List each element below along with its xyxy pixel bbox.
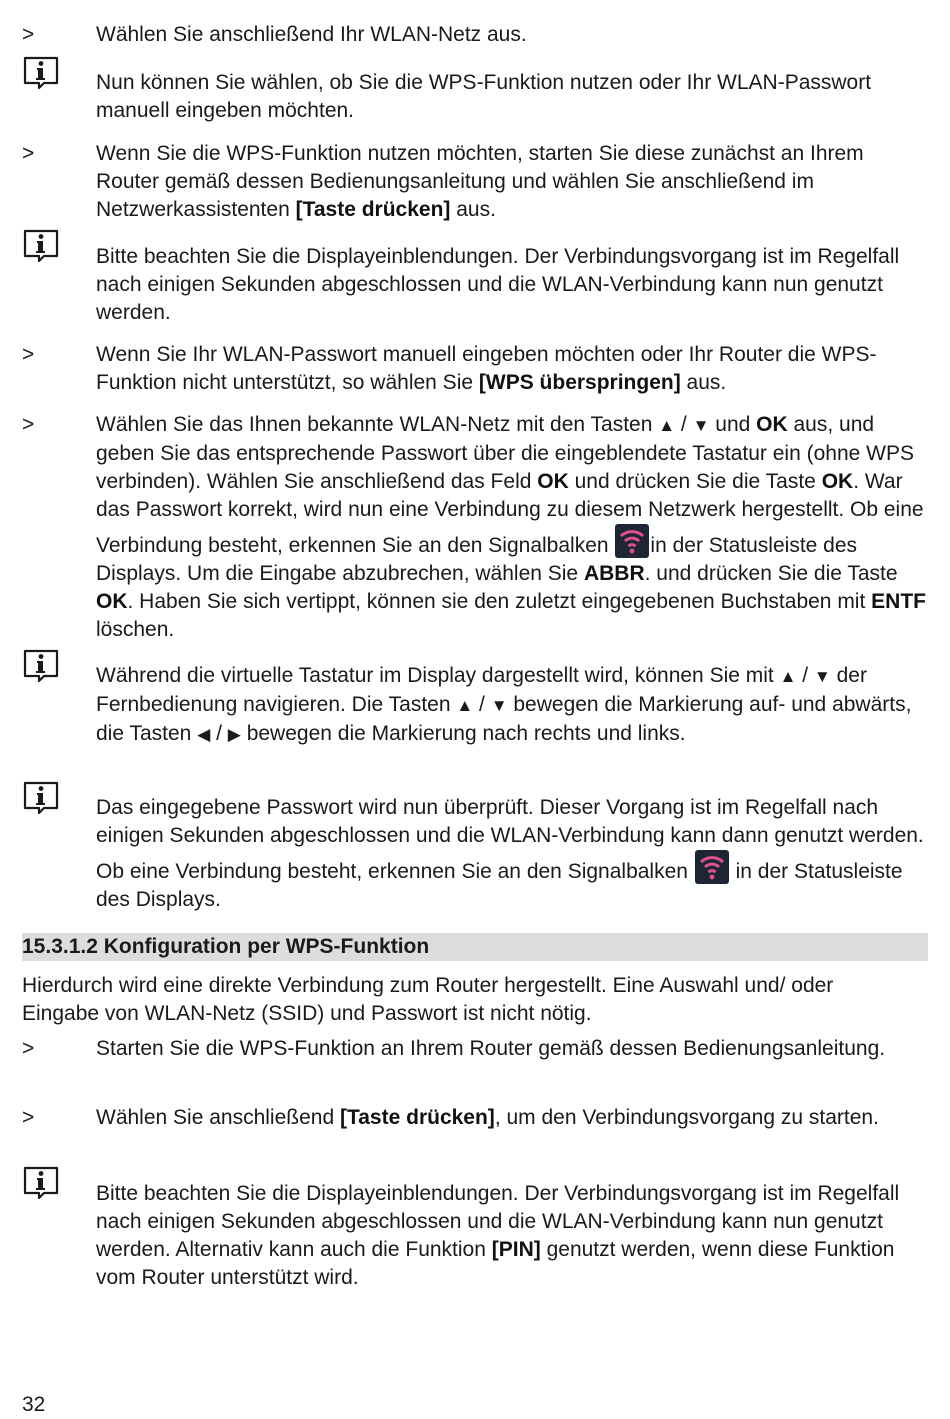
wifi-signal-icon: [615, 524, 649, 558]
note-text: Das eingegebene Passwort wird nun überprüft. Dieser Vorgang ist im Regelfall nach einigen Sekunden abgeschlossen und die WLAN-Verbindung kann dann genutzt werden. Ob eine Verbindung besteht, erkennen Sie an den Signalbalken in der Statusleiste des Displays.: [96, 796, 924, 911]
note-text: Bitte beachten Sie die Displayeinblendungen. Der Verbindungsvorgang ist im Regelfall nach einigen Sekunden abgeschlossen und die WLAN-Verbindung kann nun genutzt werden. Alternativ kann auch die Funktion [PIN] genutzt werden, wenn diese Funktion vom Router unterstützt wird.: [96, 1182, 900, 1289]
key-taste-druecken: [Taste drücken]: [295, 198, 451, 221]
instruction-text: Wählen Sie anschließend [Taste drücken], um den Verbindungsvorgang zu starten.: [96, 1106, 879, 1129]
wifi-signal-icon: [695, 850, 729, 884]
up-arrow-icon: ▲: [456, 696, 474, 715]
note-text: Bitte beachten Sie die Displayeinblendungen. Der Verbindungsvorgang ist im Regelfall nach einigen Sekunden abgeschlossen und die WLAN-Verbindung kann nun genutzt werden.: [96, 245, 900, 324]
section-heading: 15.3.1.2 Konfiguration per WPS-Funktion: [22, 933, 928, 961]
up-arrow-icon: ▲: [779, 667, 797, 686]
key-wps-ueberspringen: [WPS überspringen]: [478, 371, 681, 394]
page-number: 32: [22, 1393, 46, 1416]
key-pin: [PIN]: [491, 1238, 541, 1261]
step-marker: >: [22, 142, 35, 165]
instruction-text: Starten Sie die WPS-Funktion an Ihrem Router gemäß dessen Bedienungsanleitung.: [96, 1037, 886, 1060]
down-arrow-icon: ▼: [490, 696, 508, 715]
step-marker: >: [22, 343, 35, 366]
up-arrow-icon: ▲: [658, 416, 676, 435]
info-icon: [22, 1166, 60, 1200]
step-marker: >: [22, 1106, 35, 1129]
left-arrow-icon: ◀: [197, 725, 211, 744]
right-arrow-icon: ▶: [227, 725, 241, 744]
info-icon: [22, 649, 60, 683]
info-icon: [22, 781, 60, 815]
instruction-text: Wenn Sie Ihr WLAN-Passwort manuell eingeben möchten oder Ihr Router die WPS-Funktion nicht unterstützt, so wählen Sie [WPS überspringen] aus.: [96, 343, 877, 394]
step-marker: >: [22, 413, 35, 436]
note-text: Während die virtuelle Tastatur im Display dargestellt wird, können Sie mit ▲ / ▼ der Fernbedienung navigieren. Die Tasten ▲ / ▼ bewegen die Markierung auf- und abwärts, die Tasten ◀ / ▶ bewegen die Markierung nach rechts und links.: [96, 664, 912, 745]
instruction-text: Wenn Sie die WPS-Funktion nutzen möchten, starten Sie diese zunächst an Ihrem Router gemäß dessen Bedienungsanleitung und wählen Sie anschließend im Netzwerkassistenten [Taste drücken] aus.: [96, 142, 864, 221]
info-icon: [22, 229, 60, 263]
down-arrow-icon: ▼: [692, 416, 710, 435]
intro-text: Hierdurch wird eine direkte Verbindung zum Router hergestellt. Eine Auswahl und/ oder Eingabe von WLAN-Netz (SSID) und Passwort ist nicht nötig.: [22, 974, 834, 1025]
step-marker: >: [22, 23, 35, 46]
instruction-text: Wählen Sie anschließend Ihr WLAN-Netz aus.: [96, 23, 527, 46]
note-text: Nun können Sie wählen, ob Sie die WPS-Funktion nutzen oder Ihr WLAN-Passwort manuell eingeben möchten.: [96, 71, 872, 122]
instruction-text: Wählen Sie das Ihnen bekannte WLAN-Netz mit den Tasten ▲ / ▼ und OK aus, und geben Sie das entsprechende Passwort über die eingeblendete Tastatur ein (ohne WPS verbinden). Wählen Sie anschließend das Feld OK und drücken Sie die Taste OK. War das Passwort korrekt, wird nun eine Verbindung zu diesem Netzwerk hergestellt. Ob eine Verbindung besteht, erkennen Sie an den Signalbalken in der Statusleiste des Displays. Um die Eingabe abzubrechen, wählen Sie ABBR. und drücken Sie die Taste OK. Haben Sie sich vertippt, können sie den zuletzt eingegebenen Buchstaben mit ENTF löschen.: [96, 413, 926, 641]
info-icon: [22, 56, 60, 90]
step-marker: >: [22, 1037, 35, 1060]
down-arrow-icon: ▼: [813, 667, 831, 686]
key-taste-druecken: [Taste drücken]: [339, 1106, 495, 1129]
